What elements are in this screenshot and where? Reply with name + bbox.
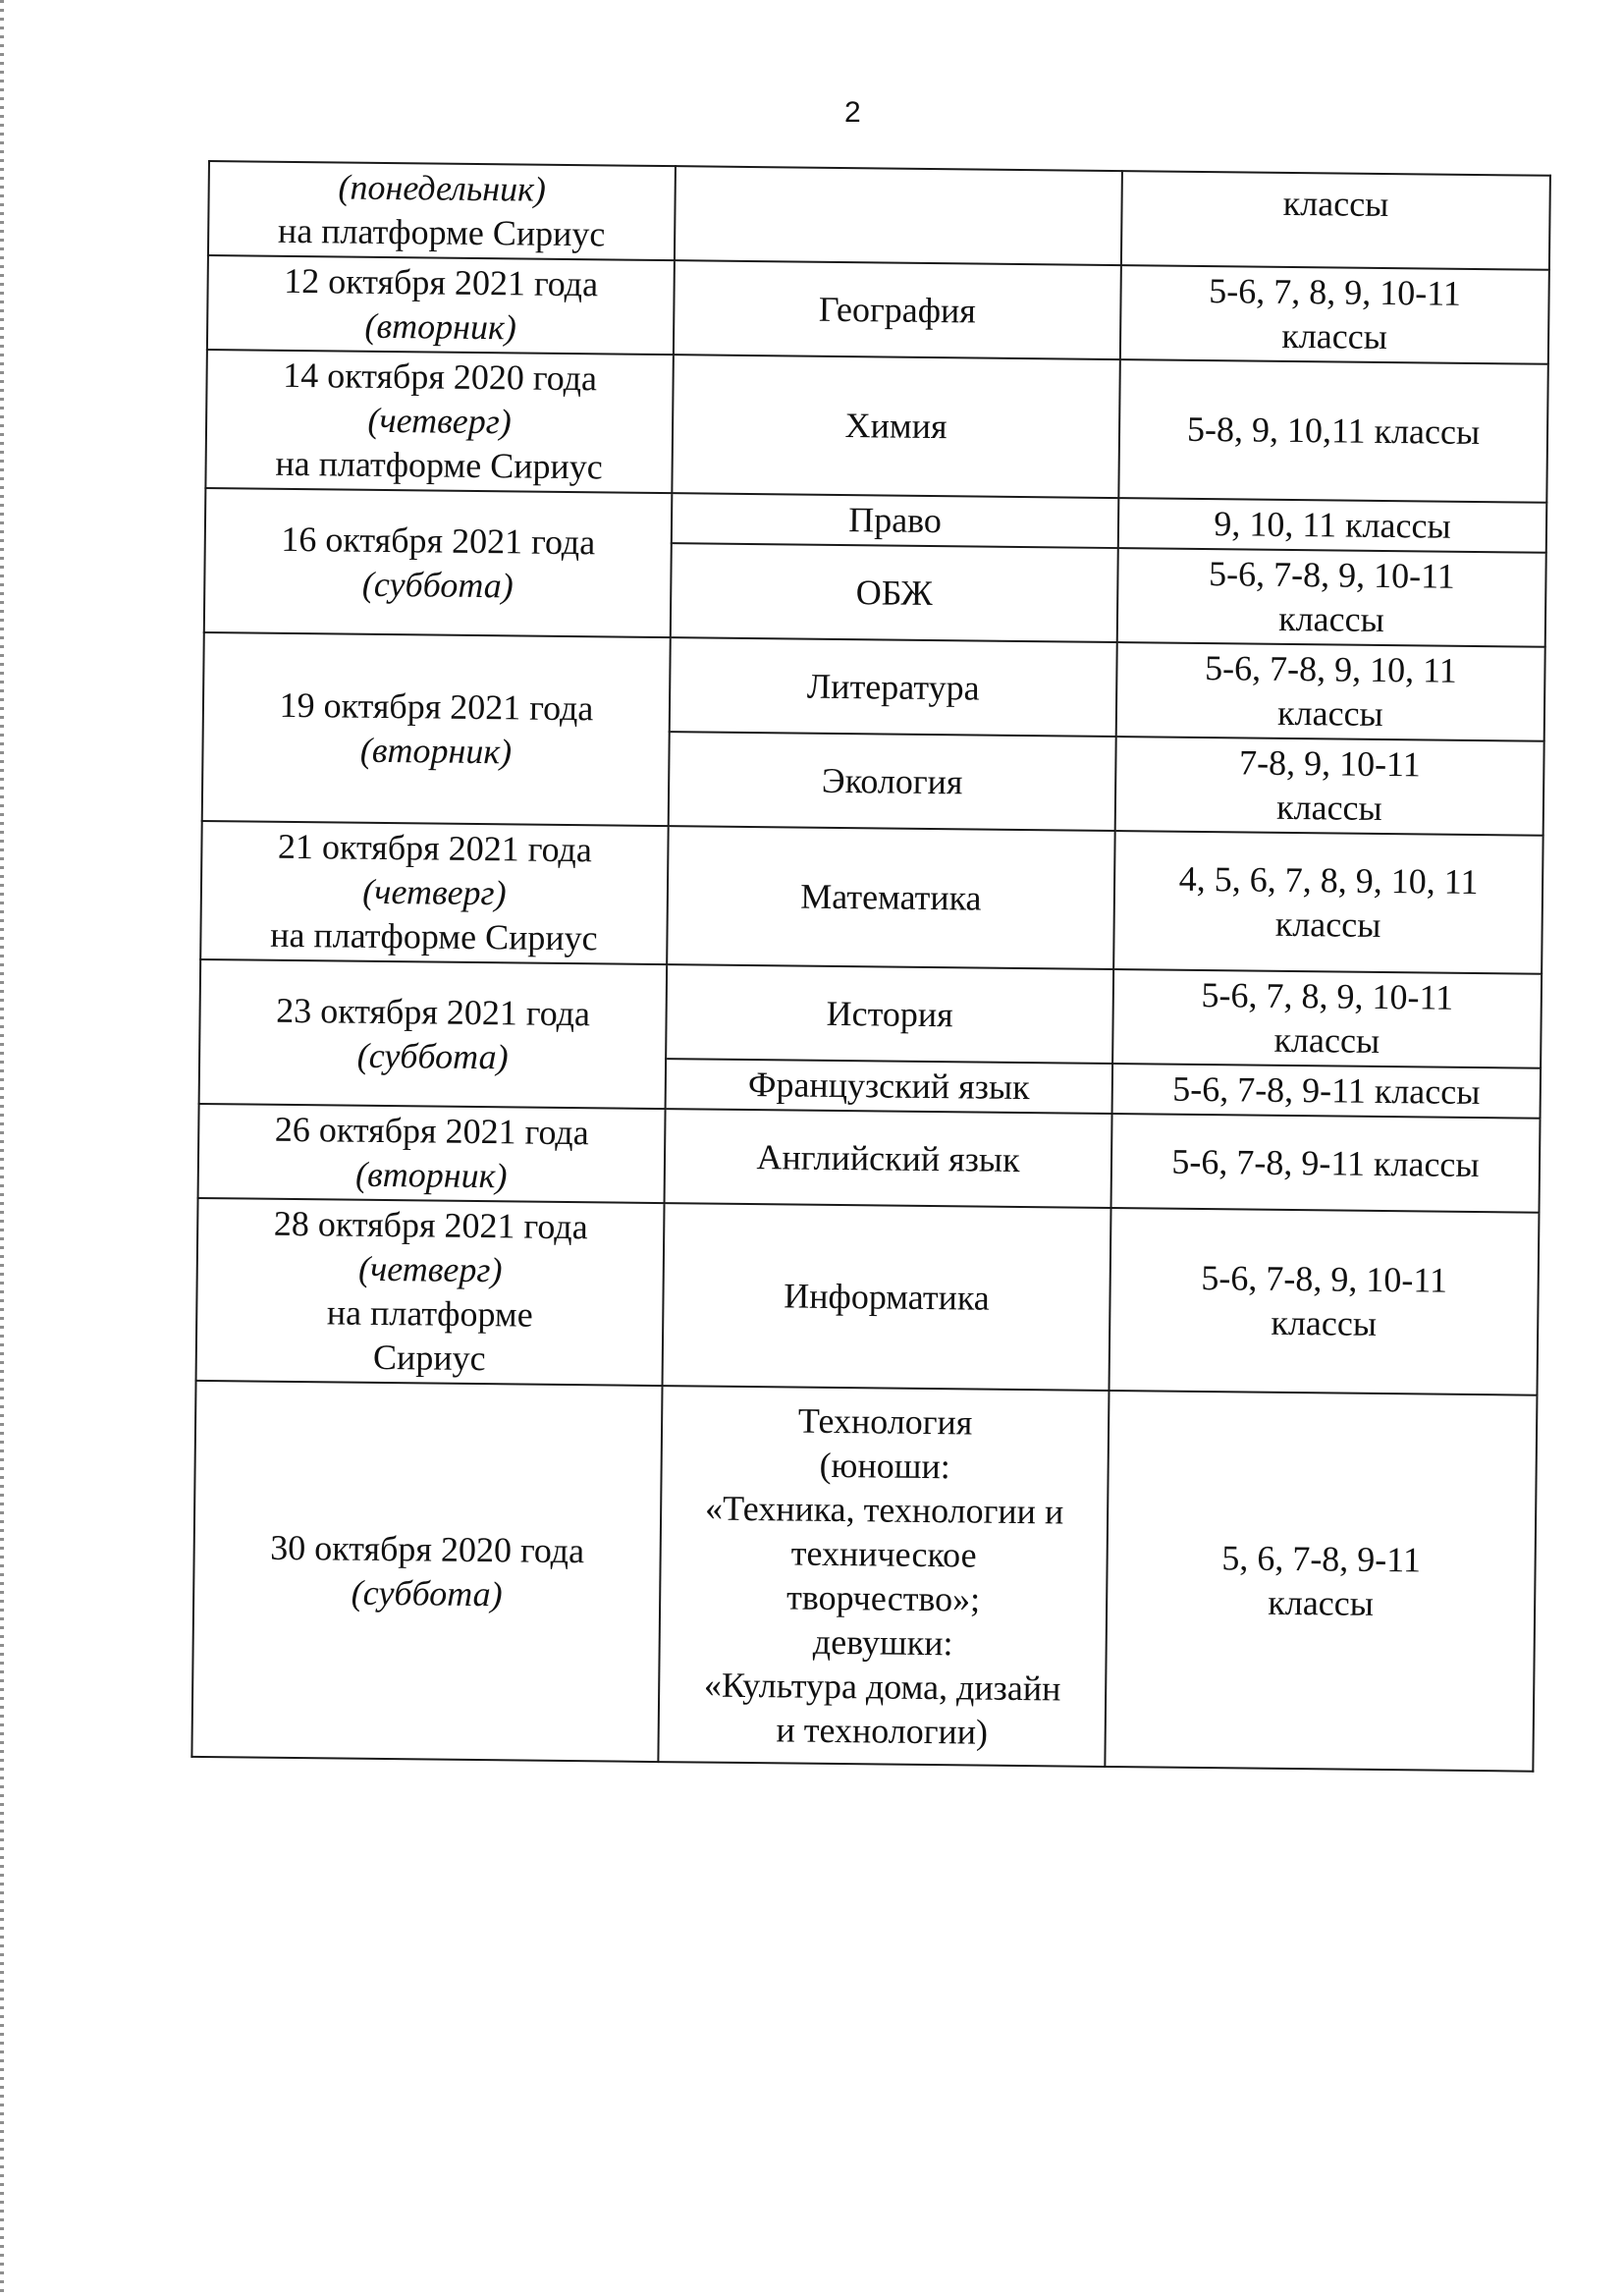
subject-line: География xyxy=(818,289,977,330)
table-row xyxy=(191,1381,1537,1772)
date-cell xyxy=(191,1381,662,1762)
subject-line: Химия xyxy=(844,406,947,447)
date-text: 28 октября 2021 года xyxy=(273,1203,588,1247)
weekday: (суббота) xyxy=(356,1035,509,1076)
classes-line: 5-6, 7-8, 9, 10-11 xyxy=(1201,1258,1448,1300)
date-cell xyxy=(199,959,668,1109)
date-cell xyxy=(200,821,668,964)
subject-line: История xyxy=(826,993,953,1034)
classes-cell xyxy=(1115,737,1544,836)
table-row xyxy=(199,959,1542,1068)
date-cell xyxy=(205,350,673,493)
table-row xyxy=(196,1198,1540,1395)
classes-line: классы xyxy=(1268,1582,1375,1623)
subject-cell xyxy=(669,732,1116,831)
classes-cell xyxy=(1116,642,1545,741)
table-row xyxy=(207,255,1549,364)
table-row xyxy=(200,821,1543,974)
subject-cell xyxy=(666,1059,1113,1114)
classes-cell xyxy=(1118,498,1547,553)
date-cell xyxy=(198,1104,666,1203)
classes-cell xyxy=(1117,548,1546,647)
date-text: 19 октября 2021 года xyxy=(279,684,594,729)
weekday: (вторник) xyxy=(364,305,517,348)
date-cell xyxy=(202,632,671,826)
subject-line: техническое xyxy=(790,1533,977,1575)
subject-line: Право xyxy=(847,500,943,541)
date-text: 23 октября 2021 года xyxy=(276,990,591,1033)
subject-line: Французский язык xyxy=(747,1065,1030,1108)
classes-line: 5-8, 9, 10,11 классы xyxy=(1186,409,1481,453)
date-cell xyxy=(207,255,675,355)
subject-line: Английский язык xyxy=(756,1136,1020,1179)
classes-line: 7-8, 9, 10-11 xyxy=(1238,742,1421,785)
table-row xyxy=(203,632,1545,741)
table-row xyxy=(208,161,1550,270)
date-text: 30 октября 2020 года xyxy=(270,1527,585,1570)
date-text: 12 октября 2021 года xyxy=(284,260,599,304)
classes-line: 9, 10, 11 классы xyxy=(1214,504,1451,546)
subject-line: Литература xyxy=(806,666,980,708)
weekday: (суббота) xyxy=(351,1572,503,1613)
weekday: (четверг) xyxy=(362,871,507,913)
weekday: (четверг) xyxy=(367,400,513,442)
subject-cell xyxy=(665,1109,1112,1208)
weekday: (суббота) xyxy=(361,564,514,605)
weekday: (вторник) xyxy=(359,730,513,772)
date-text: 21 октября 2021 года xyxy=(277,826,593,870)
classes-line: 5-6, 7-8, 9, 10, 11 xyxy=(1204,648,1457,690)
classes-cell xyxy=(1118,359,1548,503)
subject-cell xyxy=(670,637,1117,737)
classes-line: классы xyxy=(1281,315,1388,357)
subject-cell xyxy=(672,355,1119,498)
page-number: 2 xyxy=(844,96,861,129)
classes-cell xyxy=(1112,969,1542,1068)
platform-note: на платформе xyxy=(326,1292,533,1335)
classes-line: классы xyxy=(1273,1019,1380,1061)
date-text: 16 октября 2021 года xyxy=(281,519,596,562)
subject-cell xyxy=(666,964,1113,1064)
subject-cell xyxy=(658,1386,1109,1767)
date-text: 26 октября 2021 года xyxy=(274,1109,589,1153)
weekday: (понедельник) xyxy=(338,167,547,209)
weekday: (четверг) xyxy=(357,1248,503,1290)
classes-line: 5-6, 7, 8, 9, 10-11 xyxy=(1201,974,1454,1017)
classes-cell xyxy=(1113,831,1543,974)
subject-cell xyxy=(663,1203,1111,1391)
classes-line: 5-6, 7-8, 9, 10-11 xyxy=(1208,554,1456,596)
subject-line: (юноши: xyxy=(819,1445,950,1486)
platform-note: на платформе Сириус xyxy=(277,210,606,254)
date-text: 14 октября 2020 года xyxy=(282,355,598,399)
subject-cell xyxy=(667,826,1114,969)
classes-line: 5-6, 7-8, 9-11 классы xyxy=(1171,1141,1480,1184)
classes-cell xyxy=(1121,171,1550,270)
subject-cell xyxy=(672,493,1119,548)
classes-line: классы xyxy=(1274,903,1381,945)
subject-line: Математика xyxy=(800,876,982,918)
date-cell xyxy=(208,161,676,260)
classes-line: классы xyxy=(1282,183,1389,225)
classes-cell xyxy=(1111,1114,1541,1213)
subject-line: и технологии) xyxy=(776,1709,989,1752)
platform-note: на платформе Сириус xyxy=(270,914,598,958)
classes-cell xyxy=(1109,1208,1539,1395)
scan-edge-artifact xyxy=(0,0,4,2296)
subject-line: «Техника, технологии и xyxy=(704,1488,1064,1532)
subject-cell xyxy=(675,166,1122,265)
platform-note: на платформе Сириус xyxy=(275,443,604,487)
subject-line: «Культура дома, дизайн xyxy=(703,1665,1061,1708)
classes-cell xyxy=(1120,265,1549,364)
subject-line: девушки: xyxy=(812,1621,953,1663)
subject-line: ОБЖ xyxy=(855,572,934,613)
classes-line: 5, 6, 7-8, 9-11 xyxy=(1221,1537,1422,1579)
classes-line: 4, 5, 6, 7, 8, 9, 10, 11 xyxy=(1178,858,1479,902)
weekday: (вторник) xyxy=(354,1154,508,1196)
date-cell xyxy=(196,1198,665,1386)
subject-line: Экология xyxy=(821,760,963,801)
subject-cell xyxy=(674,260,1121,359)
classes-line: классы xyxy=(1275,787,1382,828)
classes-line: 5-6, 7-8, 9-11 классы xyxy=(1171,1068,1481,1113)
olympiad-schedule-table xyxy=(190,160,1551,1773)
classes-line: классы xyxy=(1271,1302,1378,1343)
subject-line: Информатика xyxy=(784,1275,991,1318)
date-cell xyxy=(204,488,673,637)
subject-line: творчество»; xyxy=(785,1576,981,1619)
classes-cell xyxy=(1112,1064,1542,1119)
table-row xyxy=(198,1104,1541,1213)
subject-cell xyxy=(671,543,1118,642)
subject-line: Технология xyxy=(797,1400,973,1442)
classes-cell xyxy=(1105,1391,1537,1772)
table-row xyxy=(205,350,1547,503)
classes-line: 5-6, 7, 8, 9, 10-11 xyxy=(1209,271,1462,313)
platform-note: Сириус xyxy=(372,1337,486,1379)
classes-line: классы xyxy=(1276,692,1383,734)
classes-line: классы xyxy=(1277,598,1385,639)
